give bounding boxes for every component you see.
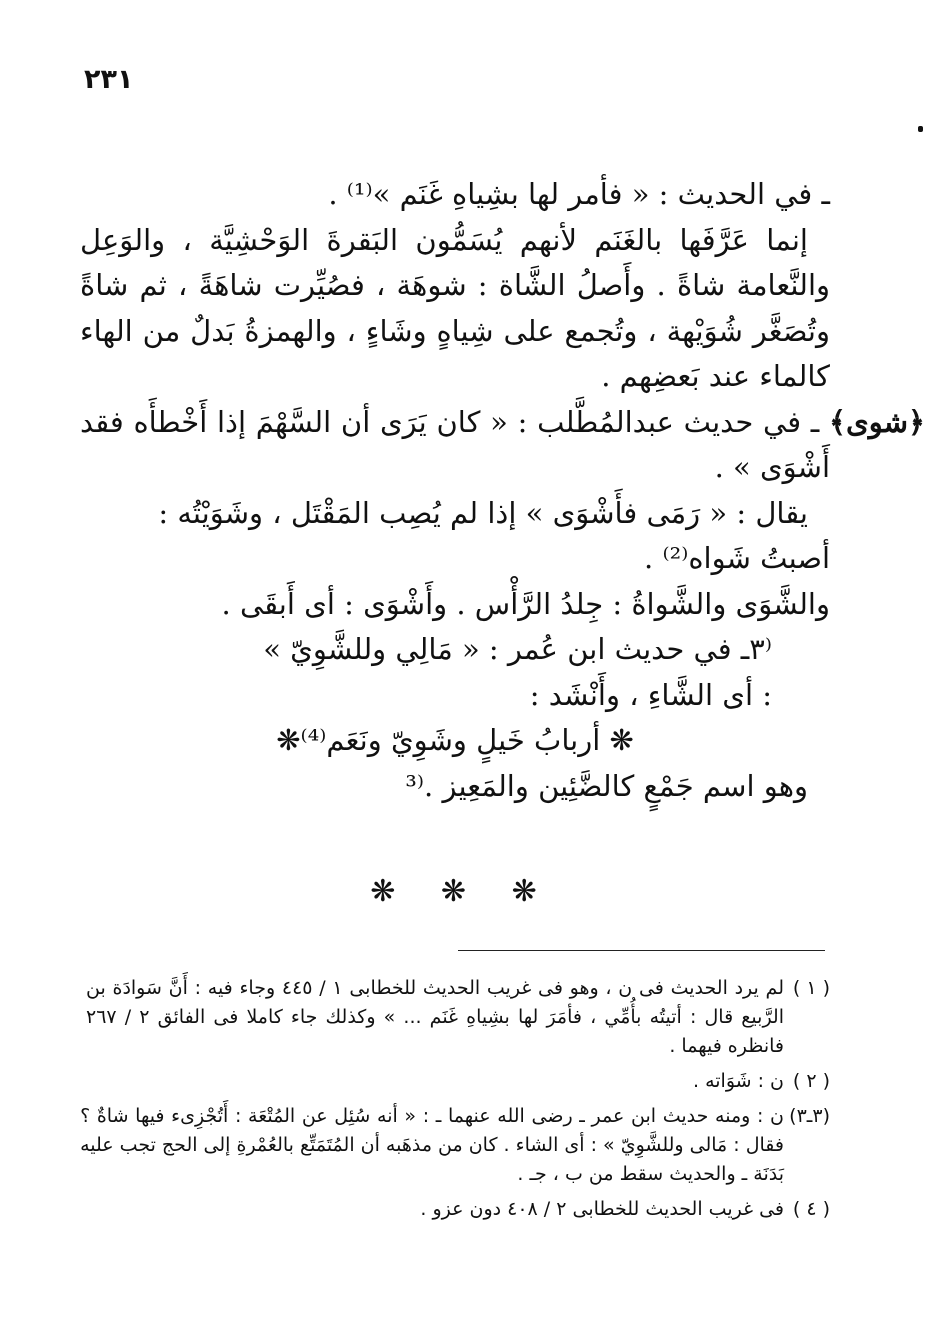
footnote	[80, 1102, 830, 1189]
footnote-number: ( ٤ )	[792, 1198, 830, 1220]
main-text	[80, 172, 925, 809]
body-line-text: ❋ أربابُ خَيلٍ وشَوِيّ ونَعَم⁽⁴⁾❋	[276, 723, 634, 757]
footnote-line: فى غريب الحديث للخطابى ٢ / ٤٠٨ دون عزو .	[420, 1198, 784, 1220]
body-line-text: كالماء عند بَعضِهم .	[601, 359, 830, 393]
footnote-line: لم يرد الحديث فى ن ، وهو فى غريب الحديث للخطابى ١ / ٤٤٥ وجاء فيه : أَنَّ سَوادَة بن	[86, 977, 784, 999]
footnote-number: ( ١ )	[792, 977, 830, 999]
footnote-line: بَدَنَة ـ والحديث سقط من ب ، جـ .	[517, 1163, 784, 1185]
body-line-text: ـ في الحديث : « فأمر لها بشِياهِ غَنَم »⁽¹⁾ .	[328, 177, 830, 211]
body-line	[80, 263, 830, 309]
body-line	[80, 354, 830, 400]
body-line-text: : أى الشَّاءِ ، وأَنْشَد :	[529, 677, 772, 712]
page-number: ٢٣١	[84, 64, 134, 95]
body-line	[80, 309, 830, 355]
footnote-line: ن : ومنه حديث ابن عمر ـ رضى الله عنهما ـ : « أنه سُئِل عن المُتْعَة : أَتُجْزِىء فيها شاةٌ ؟	[80, 1105, 784, 1127]
footnote	[86, 1195, 830, 1224]
body-line-text: يقال : « رَمَى فأَشْوَى » إذا لم يُصِب المَقْتَل ، وشَوَيْتُه :	[158, 495, 808, 530]
body-line	[80, 764, 830, 810]
section-separator: ❋ ❋ ❋	[370, 874, 555, 909]
body-line	[80, 718, 830, 764]
footnote-number: (٣ـ٣)	[789, 1105, 830, 1127]
footnote	[86, 974, 830, 1061]
footnote-body	[86, 974, 784, 1061]
body-line	[80, 445, 830, 491]
body-line	[80, 491, 830, 537]
body-line-text: أصبتُ شَواه⁽²⁾ .	[644, 541, 830, 575]
body-line	[80, 536, 830, 582]
footnote-rule	[458, 950, 825, 951]
body-line-text: والنَّعامة شاةً . وأَصلُ الشَّاة : شوهَة ، فصُيِّرت شاهَةً ، ثم شاةً	[80, 268, 830, 302]
body-line	[80, 673, 830, 719]
footnote-line: فانظره فيهما .	[669, 1035, 784, 1057]
footnote-line: ن : شَوَاته .	[692, 1070, 784, 1092]
footnote	[86, 1067, 830, 1096]
footnote-body	[80, 1102, 784, 1189]
body-line	[80, 218, 830, 264]
body-line-text: وهو اسم جَمْعٍ كالضَّئِين والمَعِيز .⁽³	[405, 768, 808, 803]
footnote-body	[86, 1195, 784, 1224]
body-line	[80, 627, 830, 673]
entry-headword: ﴿شوى﴾	[829, 404, 925, 439]
body-line-text: إنما عَرَّفَها بالغَنَم لأنهم يُسَمُّون البَقرةَ الوَحْشِيَّة ، والوَعِل	[80, 222, 808, 257]
footnote-line: فقال : مَالى وللشَّوِيّ » : أى الشاء . كان من مذهَبه أن المُتَمَتِّع بالعُمْرةِ إلى الحج تجب عليه	[80, 1134, 784, 1156]
body-line	[80, 582, 830, 628]
body-line-text: وتُصَغَّر شُوَيْهة ، وتُجمع على شِياهٍ وشَاءٍ ، والهمزةُ بَدلٌ من الهاء	[80, 313, 830, 348]
footnotes	[80, 974, 830, 1230]
body-line-text: أَشْوَى » .	[714, 450, 830, 484]
footnote-number: ( ٢ )	[792, 1070, 830, 1092]
body-line-text: ـ في حديث عبدالمُطَّلب : « كان يَرَى أن السَّهْمَ إذا أَخْطأَه فقد	[80, 404, 820, 439]
footnote-line: الرَّبيع قال : أتيتُه بأُمِّي ، فأمَرَ لها بشِياهِ غَنَم ... » وكذلك جاء كاملا فى الفائق ٢ / ٢٦٧	[86, 1006, 784, 1028]
margin-mark	[918, 126, 923, 132]
footnote-body	[86, 1067, 784, 1096]
body-line-text: والشَّوَى والشَّواةُ : جِلدُ الرَّأْس . وأَشْوَى : أى أَبقَى .	[221, 586, 830, 621]
body-line	[80, 400, 925, 446]
body-line	[80, 172, 830, 218]
body-line-text: ⁽٣ـ في حديث ابن عُمر : « مَالِي وللشَّوِيّ »	[263, 632, 772, 666]
